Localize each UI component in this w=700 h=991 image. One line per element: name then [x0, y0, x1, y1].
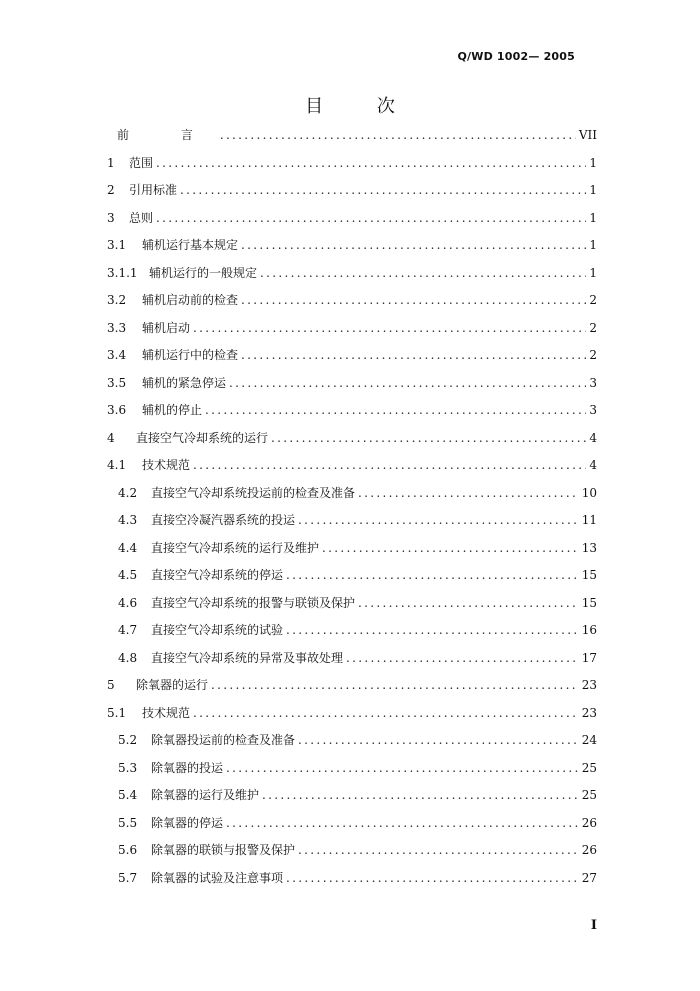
toc-entry-page: 17 [581, 650, 597, 665]
toc-entry-4-7[interactable] [107, 620, 597, 648]
toc-entry-page: 3 [589, 375, 597, 390]
toc-entry-label: 除氧器的联锁与报警及保护 [151, 843, 296, 857]
toc-entry-4-1[interactable] [107, 455, 597, 483]
toc-entry-label: 辅机运行基本规定 [142, 238, 239, 252]
toc-entry-2[interactable] [107, 180, 597, 208]
toc-entry-5-4[interactable] [107, 785, 597, 813]
toc-leader-dots [241, 290, 586, 310]
toc-entry-5[interactable] [107, 675, 597, 703]
toc-entry-page: 1 [589, 265, 597, 280]
toc-entry-number: 4.5 [118, 568, 138, 582]
toc-entry-number: 3.1.1 [107, 265, 138, 280]
page-number: I [590, 918, 597, 933]
toc-entry-page: 25 [581, 788, 597, 802]
toc-leader-dots [298, 840, 579, 860]
toc-leader-dots [211, 675, 579, 695]
toc-entry-page: 24 [581, 733, 597, 747]
toc-entry-number: 4.8 [118, 650, 138, 665]
toc-entry-3[interactable] [107, 208, 597, 236]
toc-entry-label: 除氧器的停运 [151, 815, 224, 830]
toc-entry-3-3[interactable] [107, 318, 597, 346]
toc-entry-page: 26 [581, 815, 597, 830]
toc-entry-4-6[interactable] [107, 593, 597, 621]
toc-entry-number: 3.4 [107, 348, 127, 362]
toc-leader-dots [298, 510, 579, 530]
toc-entry-label: 辅机的停止 [142, 403, 203, 417]
toc-entry-page: 2 [589, 320, 597, 335]
toc-entry-label: 直接空气冷却系统的异常及事故处理 [151, 650, 344, 665]
toc-entry-label: 除氧器的试验及注意事项 [151, 870, 284, 885]
toc-entry-number: 3.3 [107, 320, 127, 335]
toc-entry-3-4[interactable] [107, 345, 597, 373]
toc-entry-number: 5.3 [118, 760, 138, 775]
toc-entry-number: 5.7 [118, 870, 138, 885]
toc-entry-label: 技术规范 [142, 458, 191, 472]
toc-entry-page: 16 [581, 623, 597, 637]
toc-entry-label: 直接空气冷却系统投运前的检查及准备 [151, 485, 356, 500]
toc-entry-label: 直接空冷凝汽器系统的投运 [151, 513, 296, 527]
toc-leader-dots [193, 318, 586, 338]
toc-entry-page: 25 [581, 760, 597, 775]
toc-entry-number: 3.1 [107, 238, 127, 252]
toc-entry-3-1[interactable] [107, 235, 597, 263]
toc-entry-label: 直接空气冷却系统的运行及维护 [151, 540, 320, 555]
toc-entry-label: 除氧器的投运 [151, 760, 224, 775]
toc-leader-dots [286, 565, 579, 585]
toc-entry-page: 4 [589, 458, 597, 472]
toc-entry-number: 4.1 [107, 458, 127, 472]
toc-entry-page: 26 [581, 843, 597, 857]
toc-entry-number: 3.6 [107, 403, 127, 417]
toc-entry-label: 除氧器投运前的检查及准备 [151, 733, 296, 747]
toc-entry-page: 11 [581, 513, 597, 527]
toc-leader-dots [298, 730, 579, 750]
toc-leader-dots [226, 758, 579, 778]
toc-entry-label: 辅机启动 [142, 320, 191, 335]
toc-leader-dots [156, 153, 586, 173]
toc-entry-number: 1 [107, 155, 115, 170]
toc-leader-dots [346, 648, 579, 668]
toc-entry-page: 13 [581, 540, 597, 555]
toc-entry-number: 5.5 [118, 815, 138, 830]
toc-entry-5-2[interactable] [107, 730, 597, 758]
toc-leader-dots [322, 538, 579, 558]
toc-leader-dots [286, 620, 579, 640]
toc-leader-dots [220, 125, 576, 145]
toc-entry-5-5[interactable] [107, 813, 597, 841]
toc-entry-foreword[interactable] [107, 125, 597, 153]
toc-entry-page: 2 [589, 348, 597, 362]
table-of-contents [107, 125, 597, 895]
toc-entry-label: 直接空气冷却系统的试验 [151, 623, 284, 637]
toc-entry-label: 直接空气冷却系统的运行 [136, 430, 269, 445]
toc-entry-page: 27 [581, 870, 597, 885]
toc-title: 目 次 [305, 96, 419, 117]
toc-entry-5-3[interactable] [107, 758, 597, 786]
toc-entry-page: 1 [589, 210, 597, 225]
toc-entry-page: 3 [589, 403, 597, 417]
document-code: Q/WD 1002— 2005 [457, 50, 575, 63]
toc-entry-number: 2 [107, 183, 115, 197]
toc-leader-dots [156, 208, 586, 228]
toc-entry-4-3[interactable] [107, 510, 597, 538]
toc-entry-page: 1 [589, 183, 597, 197]
toc-entry-number: 4.2 [118, 485, 138, 500]
toc-leader-dots [193, 703, 579, 723]
toc-entry-number: 4.6 [118, 595, 138, 610]
toc-entry-page: 1 [589, 238, 597, 252]
toc-entry-4-5[interactable] [107, 565, 597, 593]
toc-entry-number: 4 [107, 430, 115, 445]
toc-leader-dots [358, 593, 579, 613]
toc-entry-4-4[interactable] [107, 538, 597, 566]
toc-leader-dots [193, 455, 586, 475]
toc-entry-label: 直接空气冷却系统的停运 [151, 568, 284, 582]
toc-entry-label: 除氧器的运行 [136, 678, 209, 692]
toc-entry-number: 4.3 [118, 513, 138, 527]
toc-entry-number: 3 [107, 210, 115, 225]
toc-entry-label: 辅机启动前的检查 [142, 293, 239, 307]
toc-entry-number: 5.6 [118, 843, 138, 857]
toc-entry-label: 辅机的紧急停运 [142, 375, 227, 390]
toc-entry-number: 5.2 [118, 733, 138, 747]
toc-entry-5-7[interactable] [107, 868, 597, 896]
toc-entry-page: 1 [589, 155, 597, 170]
toc-leader-dots [260, 263, 586, 283]
toc-entry-page: 4 [589, 430, 597, 445]
toc-entry-number: 5.1 [107, 705, 127, 720]
toc-entry-label: 范围 [129, 155, 154, 170]
toc-entry-number: 4.4 [118, 540, 138, 555]
toc-entry-label: 辅机运行的一般规定 [149, 265, 258, 280]
toc-entry-3-1-1[interactable] [107, 263, 597, 291]
toc-entry-page: 2 [589, 293, 597, 307]
toc-entry-4[interactable] [107, 428, 597, 456]
toc-leader-dots [180, 180, 586, 200]
toc-entry-label: 辅机运行中的检查 [142, 348, 239, 362]
toc-entry-label: 引用标准 [129, 183, 178, 197]
toc-entry-label: 除氧器的运行及维护 [151, 788, 260, 802]
toc-entry-label: 直接空气冷却系统的报警与联锁及保护 [151, 595, 356, 610]
toc-entry-number: 4.7 [118, 623, 138, 637]
toc-entry-4-8[interactable] [107, 648, 597, 676]
toc-leader-dots [358, 483, 579, 503]
toc-entry-page: 10 [581, 485, 597, 500]
toc-entry-number: 3.5 [107, 375, 127, 390]
toc-entry-5-1[interactable] [107, 703, 597, 731]
toc-entry-number: 5.4 [118, 788, 138, 802]
toc-leader-dots [226, 813, 579, 833]
toc-entry-3-6[interactable] [107, 400, 597, 428]
toc-entry-page: 15 [581, 568, 597, 582]
toc-leader-dots [241, 345, 586, 365]
toc-entry-3-2[interactable] [107, 290, 597, 318]
toc-leader-dots [229, 373, 586, 393]
toc-entry-label: 前 言 [117, 128, 217, 142]
toc-entry-label: 技术规范 [142, 705, 191, 720]
toc-entry-label: 总则 [129, 210, 154, 225]
toc-entry-number: 5 [107, 678, 115, 692]
toc-entry-5-6[interactable] [107, 840, 597, 868]
toc-entry-page: 15 [581, 595, 597, 610]
toc-entry-page: VII [578, 128, 597, 142]
toc-leader-dots [241, 235, 586, 255]
toc-leader-dots [205, 400, 586, 420]
toc-entry-3-5[interactable] [107, 373, 597, 401]
toc-entry-number: 3.2 [107, 293, 127, 307]
toc-entry-1[interactable] [107, 153, 597, 181]
toc-entry-page: 23 [581, 678, 597, 692]
toc-leader-dots [262, 785, 579, 805]
toc-entry-4-2[interactable] [107, 483, 597, 511]
toc-leader-dots [271, 428, 586, 448]
toc-entry-page: 23 [581, 705, 597, 720]
toc-leader-dots [286, 868, 579, 888]
